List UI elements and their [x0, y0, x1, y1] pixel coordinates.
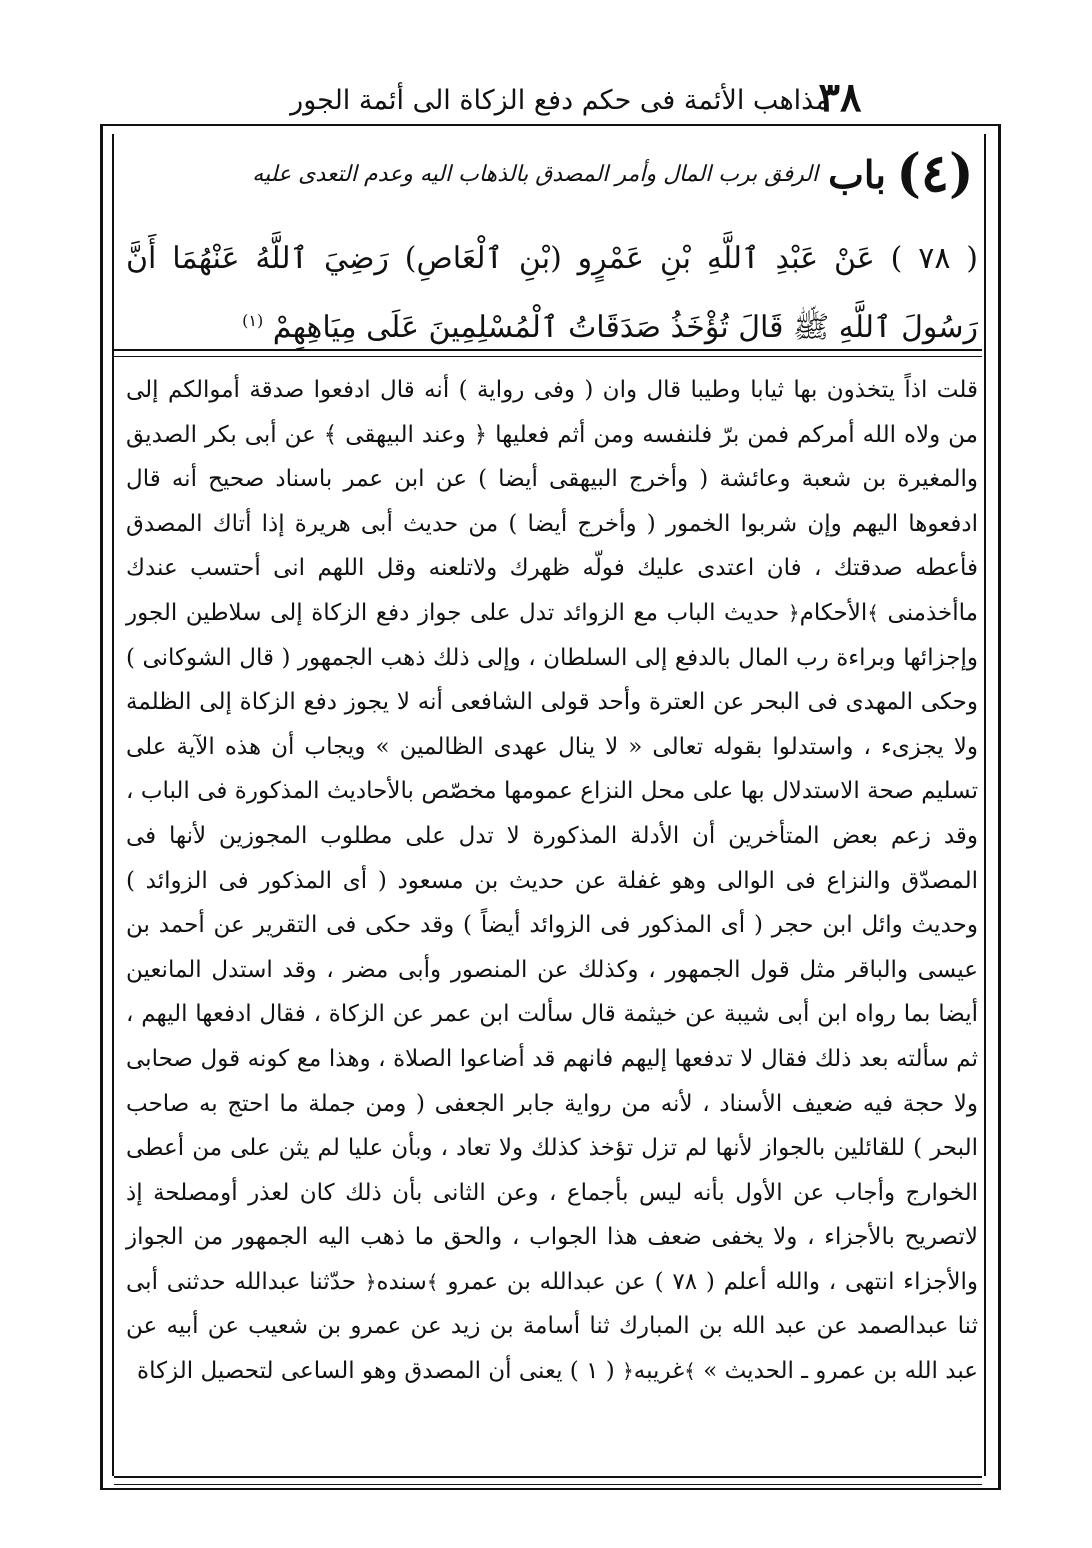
ornament-open: ﴾ — [867, 600, 879, 625]
section-number-badge: (٤) — [896, 143, 974, 204]
paragraph-ahkam: حديث الباب مع الزوائد تدل على جواز دفع الزكاة إلى سلاطين الجور وإجزائها وبراءة رب المال بالدفع إلى السلطان ، وإلى ذلك ذهب الجمهور ( قال الشوكانى ) وحكى المهدى فى البحر عن العترة وأحد قولى الشافعى أنه لا يجوز دفع الزكاة إلى الظلمة ولا يجزىء ، واستدلوا بقوله تعالى « لا ينال عهدى الظالمين » ويجاب أن هذه الآية على تسليم صحة الاستدلال بها على محل النزاع عمومها مخصّص بالأحاديث المذكورة فى الباب ، وقد زعم بعض المتأخرين أن الأدلة المذكورة لا تدل على مطلوب المجوزين لأنها فى المصدّق والنزاع فى الوالى وهو غفلة عن حديث بن مسعود ( أى المذكور فى الزوائد ) وحديث وائل ابن حجر ( أى المذكور فى الزوائد أيضاً ) وقد حكى فى التقرير عن أحمد بن عيسى والباقر مثل قول الجمهور ، وكذلك عن المنصور وأبى مضر ، وقد استدل المانعين أيضا بما رواه ابن أبى شيبة عن خيثمة قال سألت ابن عمر عن الزكاة ، فقال ادفعها اليهم ، ثم سألته بعد ذلك فقال لا تدفعها إليهم فانهم قد أضاعوا الصلاة ، وهذا مع كونه قول صحابى ولا حجة فيه ضعيف الأسناد ، لأنه من رواية جابر الجعفى ( ومن جملة ما احتج به صاحب البحر ) للقائلين بالجواز لأنها لم تزل تؤخذ كذلك ولا تعاد ، وبأن عليا لم يثن على من أعطى الخوارج وأجاب عن الأول بأنه ليس بأجماع ، وعن الثانى بأن ذلك كان لعذر أومصلحة إذ لاتصريح بالأجزاء ، ولا يخفى ضعف هذا الجواب ، والحق ما ذهب اليه الجمهور من الجواز والأجزاء انتهى ، والله أعلم — [126, 599, 979, 1295]
sanad-label: سنده — [376, 1268, 427, 1295]
section-number: ٤ — [921, 143, 949, 204]
section-title: الرفق برب المال وأمر المصدق بالذهاب اليه وعدم التعدى عليه — [252, 161, 819, 187]
hadith-footnote-ref: (١) — [242, 311, 264, 330]
divider-line — [114, 356, 982, 357]
sanad-ref: ( ٧٨ ) عن عبدالله بن عمرو — [447, 1268, 715, 1295]
paragraph-sanad: عبدالله حدثنى أبى ثنا عبدالصمد عن عبد الله بن المبارك ثنا أسامة بن زيد عن عمرو بن شعيب عن أبيه عن عبد الله بن عمرو ـ الحديث » — [126, 1268, 978, 1385]
gharib-label: غريبه — [633, 1358, 685, 1385]
divider-line — [114, 1476, 982, 1478]
ornament-close: ﴿ — [787, 600, 800, 625]
section-heading — [130, 138, 980, 238]
hadith-text-block — [126, 228, 978, 359]
section-bab-label: باب — [828, 151, 886, 197]
ahkam-label: الأحكام — [799, 599, 868, 626]
divider-line — [114, 349, 982, 351]
commentary-text — [126, 368, 978, 1394]
divider-line — [114, 1484, 982, 1485]
paragraph-gharib: ( ١ ) يعنى أن المصدق وهو الساعى لتحصيل الزكاة — [137, 1358, 615, 1385]
haddathana-label: حدّثنا — [309, 1268, 356, 1295]
ornament-close: ﴿ — [622, 1359, 634, 1384]
running-title: مذاهب الأئمة فى حكم دفع الزكاة الى أئمة الجور — [290, 85, 830, 116]
ornament-close: ﴿ — [364, 1269, 377, 1294]
page-number: ٣٨ — [818, 74, 862, 121]
hadith-text: ( ٧٨ ) عَنْ عَبْدِ ٱللَّهِ بْنِ عَمْرٍو (بْنِ ٱلْعَاصِ) رَضِيَ ٱللَّهُ عَنْهُمَا أَنَّ رَسُولَ ٱللَّهِ ﷺ قَالَ تُؤْخَذُ صَدَقَاتُ ٱلْمُسْلِمِينَ عَلَى مِيَاهِهِمْ — [126, 241, 979, 345]
ornament-open: ﴾ — [426, 1269, 439, 1294]
ornament-open: ﴾ — [684, 1359, 696, 1384]
paragraph-zawaid: قلت اذاً يتخذون بها ثيابا وطيبا قال وان ( وفى رواية ) أنه قال ادفعوا صدقة أموالكم إلى من ولاه الله أمركم فمن برّ فلنفسه ومن أثم فعليها ﴿ وعند البيهقى ﴾ عن أبى بكر الصديق والمغيرة بن شعبة وعائشة ( وأخرج البيهقى أيضا ) عن ابن عمر باسناد صحيح أنه قال ادفعوها اليهم وإن شربوا الخمور ( وأخرج أيضا ) من حديث أبى هريرة إذا أتاك المصدق فأعطه صدقتك ، فان اعتدى عليك فولّه ظهرك ولاتلعنه وقل اللهم انى أحتسب عندك ماأخذمنى — [126, 377, 978, 626]
